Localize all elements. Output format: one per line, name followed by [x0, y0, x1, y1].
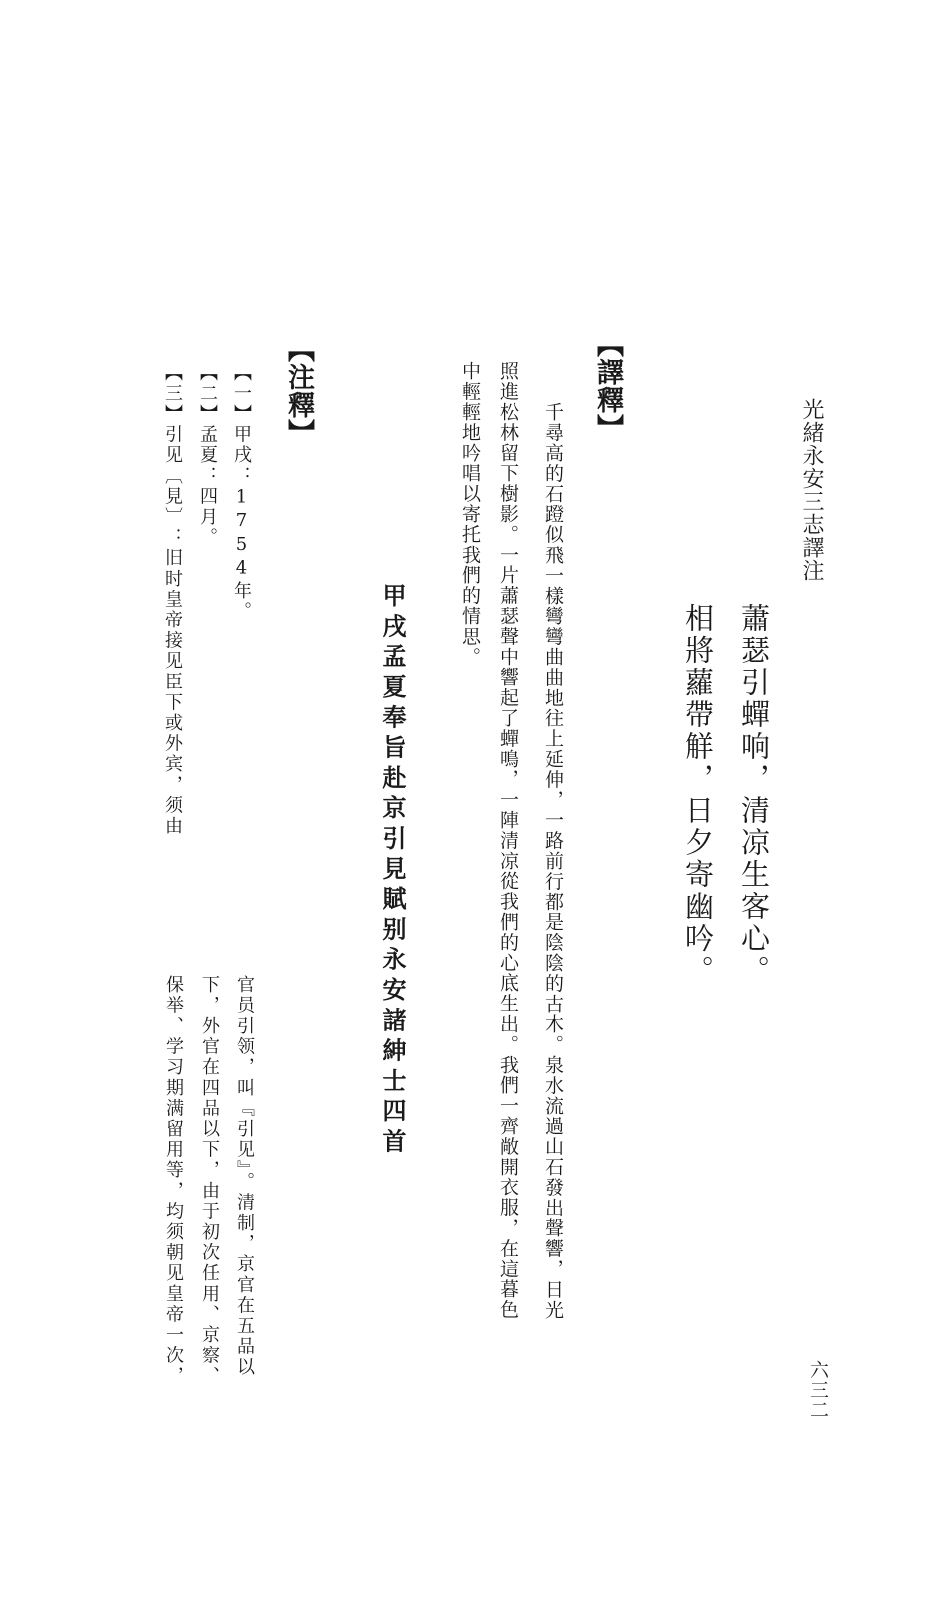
- note-item-3-continuation-2: 下，外官在四品以下，由于初次任用、京察、: [199, 975, 220, 1387]
- poem-line-2: 相將蘿帶觧，日夕寄幽吟。: [681, 603, 715, 987]
- translation-column-2: 照進松林留下樹影。一片蕭瑟聲中響起了蟬鳴，一陣清凉從我們的心底生出。我們一齊敞開衣服，在這暮色: [497, 361, 519, 1320]
- translation-column-3: 中輕輕地吟唱以寄托我們的情思。: [459, 361, 481, 667]
- note-item-3-continuation-3: 保举、学习期满留用等，均须朝见皇帝一次，: [163, 975, 184, 1387]
- running-head-title: 光緒永安三志譯注: [799, 398, 824, 582]
- translation-heading: 【譯釋】: [592, 330, 623, 442]
- poem-line-1: 蕭瑟引蟬响，清凉生客心。: [737, 603, 771, 987]
- note-item-3-continuation-1: 官员引领，叫『引见』。清制，京官在五品以: [234, 975, 255, 1378]
- note-item-2: 【二】孟夏：四月。: [197, 363, 218, 549]
- notes-heading: 【注釋】: [283, 335, 314, 447]
- poem-set-title: 甲戌孟夏奉旨赴京引見賦别永安諸紳士四首: [378, 583, 406, 1159]
- page-number: 六三二: [807, 1360, 829, 1420]
- note-item-1: 【一】甲戌：1754年。: [231, 363, 252, 623]
- translation-column-1: 千尋高的石蹬似飛一樣彎彎曲曲地往上延伸，一路前行都是陰陰的古木。泉水流過山石發出聲響，日光: [542, 402, 564, 1320]
- note-item-3: 【三】引见〔見〕：旧时皇帝接见臣下或外宾，须由: [162, 363, 183, 837]
